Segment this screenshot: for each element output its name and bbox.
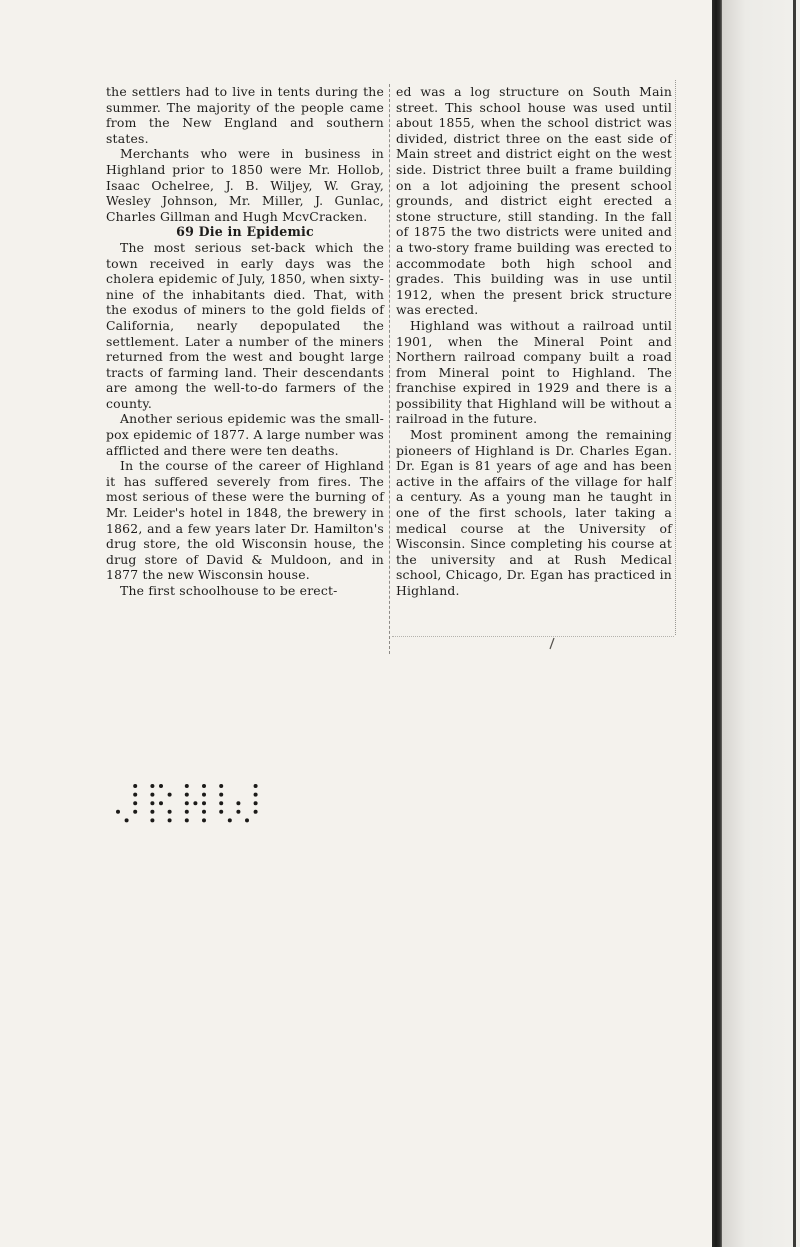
clipping-cut-edge-left xyxy=(389,84,391,654)
perforation-dot xyxy=(133,784,137,788)
perforation-dot xyxy=(219,784,223,788)
perforation-stamp xyxy=(112,782,272,828)
right-paragraph-3: Most prominent among the remaining pioneers of Highland is Dr. Charles Egan. Dr. Egan is 81 years of age and has been active in the affairs of the village for half a century. As a young man he taught in one of the first schools, later taking a medical course at the University of Wisconsin. Since completing his course at the university and at Rush Medical school, Chicago, Dr. Egan has practiced in Highland. xyxy=(396,427,672,598)
perforation-dot xyxy=(219,810,223,814)
perforation-dot xyxy=(193,801,197,805)
section-subheading: 69 Die in Epidemic xyxy=(176,224,314,240)
perforation-dot xyxy=(254,793,258,797)
perforation-dot xyxy=(202,793,206,797)
perforation-dot xyxy=(168,810,172,814)
page-right-margin xyxy=(722,0,800,1247)
perforation-dot xyxy=(168,793,172,797)
perforation-dot xyxy=(185,818,189,822)
perforation-dot xyxy=(185,801,189,805)
perforation-dot xyxy=(159,784,163,788)
perforation-dot xyxy=(168,818,172,822)
perforation-dot xyxy=(159,801,163,805)
left-paragraph-6: The first schoolhouse to be erect- xyxy=(120,583,338,598)
left-paragraph-2: Merchants who were in business in Highland prior to 1850 were Mr. Hollob, Isaac Ochelree, J. B. Wiljey, W. Gray, Wesley Johnson, Mr. Miller, J. Gunlac, Charles Gillman and Hugh McvCracken. xyxy=(106,146,384,224)
left-paragraph-5: In the course of the career of Highland it has suffered severely from fires. The most serious of these were the burning of Mr. Leider's hotel in 1848, the brewery in 1862, and a few years later Dr. Hamilton's drug store, the old Wisconsin house, the drug store of David & Muldoon, and in 1877 the new Wisconsin house. xyxy=(106,458,384,583)
perforation-dot xyxy=(150,793,154,797)
left-paragraph-4: Another serious epidemic was the small-pox epidemic of 1877. A large number was afflicted and there were ten deaths. xyxy=(106,411,384,458)
perforation-dot xyxy=(202,818,206,822)
perforation-dot xyxy=(202,810,206,814)
page-edge-line xyxy=(793,0,796,1247)
right-paragraph-2: Highland was without a railroad until 1901, when the Mineral Point and Northern railroad company built a road from Mineral point to Highland. The franchise expired in 1929 and there is a possibility that Highland will be without a railroad in the future. xyxy=(396,317,672,427)
perforation-dot xyxy=(185,793,189,797)
perforation-dot xyxy=(228,818,232,822)
clipping-right-column xyxy=(396,84,672,599)
perforation-dot xyxy=(236,801,240,805)
clipping-cut-edge-right xyxy=(675,80,677,635)
perforation-dot xyxy=(254,810,258,814)
right-paragraph-1: ed was a log structure on South Main street. This school house was used until about 1855, when the school district was divided, district three on the east side of Main street and district eight on the west side. District three built a frame building on a lot adjoining the present school grounds, and district eight erected a stone structure, still standing. In the fall of 1875 the two districts were united and a two-story frame building was erected to accommodate both high school and grades. This building was in use until 1912, when the present brick structure was erected. xyxy=(396,84,672,318)
perforation-dot xyxy=(219,793,223,797)
perforation-dot xyxy=(245,818,249,822)
perforation-dot xyxy=(254,801,258,805)
perforation-dot xyxy=(185,784,189,788)
perforation-dot xyxy=(185,810,189,814)
perforation-dot xyxy=(219,801,223,805)
perforation-dot xyxy=(133,793,137,797)
perforation-dot xyxy=(133,801,137,805)
clipping-left-column xyxy=(106,84,384,599)
perforation-dot xyxy=(150,801,154,805)
perforation-stamp-graphic xyxy=(112,782,272,828)
perforation-dot xyxy=(202,801,206,805)
pen-mark xyxy=(546,636,558,655)
perforation-dot xyxy=(125,818,129,822)
perforation-dot xyxy=(150,810,154,814)
perforation-dot xyxy=(150,784,154,788)
left-paragraph-3: The most serious set-back which the town received in early days was the cholera epidemic of July, 1850, when sixty-nine of the inhabitants died. That, with the exodus of miners to the gold fields of California, nearly depopulated the settlement. Later a number of the miners returned from the west and bought large tracts of farming land. Their descendants are among the well-to-do farmers of the county. xyxy=(106,239,384,411)
perforation-dot xyxy=(150,818,154,822)
perforation-dot xyxy=(236,810,240,814)
left-paragraph-1: the settlers had to live in tents during the summer. The majority of the people came from the New England and southern states. xyxy=(106,84,384,146)
perforation-dot xyxy=(202,784,206,788)
binding-strip xyxy=(712,0,722,1247)
clipping-cut-edge-bottom xyxy=(392,636,674,638)
perforation-dot xyxy=(116,810,120,814)
perforation-dot xyxy=(254,784,258,788)
perforation-dot xyxy=(133,810,137,814)
